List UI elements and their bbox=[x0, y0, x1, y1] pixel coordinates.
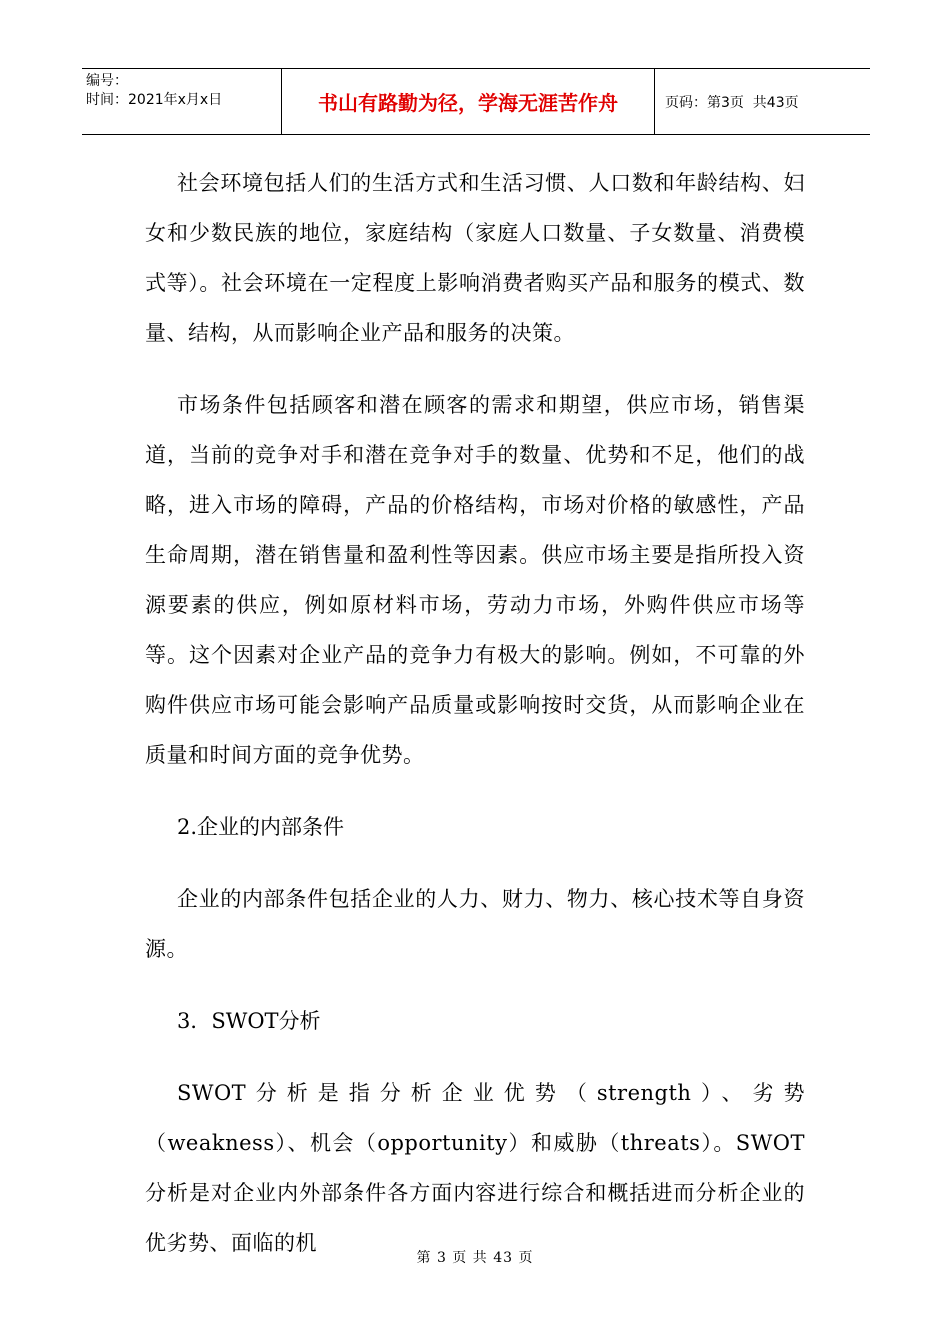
page-info-text: 页码：第3页 共43页 bbox=[665, 94, 799, 111]
paragraph-market-conditions: 市场条件包括顾客和潜在顾客的需求和期望，供应市场，销售渠道，当前的竞争对手和潜在竞争对手的数量、优势和不足，他们的战略，进入市场的障碍，产品的价格结构，市场对价格的敏感性，产品生命周期，潜在销售量和盈利性等因素。供应市场主要是指所投入资源要素的供应，例如原材料市场，劳动力市场，外购件供应市场等等。这个因素对企业产品的竞争力有极大的影响。例如，不可靠的外购件供应市场可能会影响产品质量或影响按时交货，从而影响企业在质量和时间方面的竞争优势。 bbox=[145, 393, 805, 767]
header-page-info bbox=[655, 69, 870, 134]
page-footer: 第 3 页 共 43 页 bbox=[416, 1250, 534, 1266]
section-heading-internal-conditions: 2.企业的内部条件 bbox=[177, 815, 345, 839]
number-label: 编号： bbox=[86, 73, 128, 89]
section-heading-swot: 3．SWOT分析 bbox=[177, 1009, 321, 1033]
paragraph-social-environment: 社会环境包括人们的生活方式和生活习惯、人口数和年龄结构、妇女和少数民族的地位，家庭结构（家庭人口数量、子女数量、消费模式等）。社会环境在一定程度上影响消费者购买产品和服务的模式、数量、结构，从而影响企业产品和服务的决策。 bbox=[145, 171, 805, 345]
document-header bbox=[82, 68, 870, 135]
paragraph-swot: SWOT分析是指分析企业优势（strength）、劣势（weakness）、机会（opportunity）和威胁（threats）。SWOT分析是对企业内外部条件各方面内容进行综合和概括进而分析企业的优劣势、面临的机 bbox=[145, 1081, 805, 1255]
document-body bbox=[145, 158, 805, 1290]
time-label: 时间：2021年x月x日 bbox=[86, 92, 223, 108]
header-motto: 书山有路勤为径，学海无涯苦作舟 bbox=[282, 69, 655, 134]
paragraph-internal-conditions: 企业的内部条件包括企业的人力、财力、物力、核心技术等自身资源。 bbox=[145, 887, 805, 961]
header-meta bbox=[82, 69, 282, 134]
